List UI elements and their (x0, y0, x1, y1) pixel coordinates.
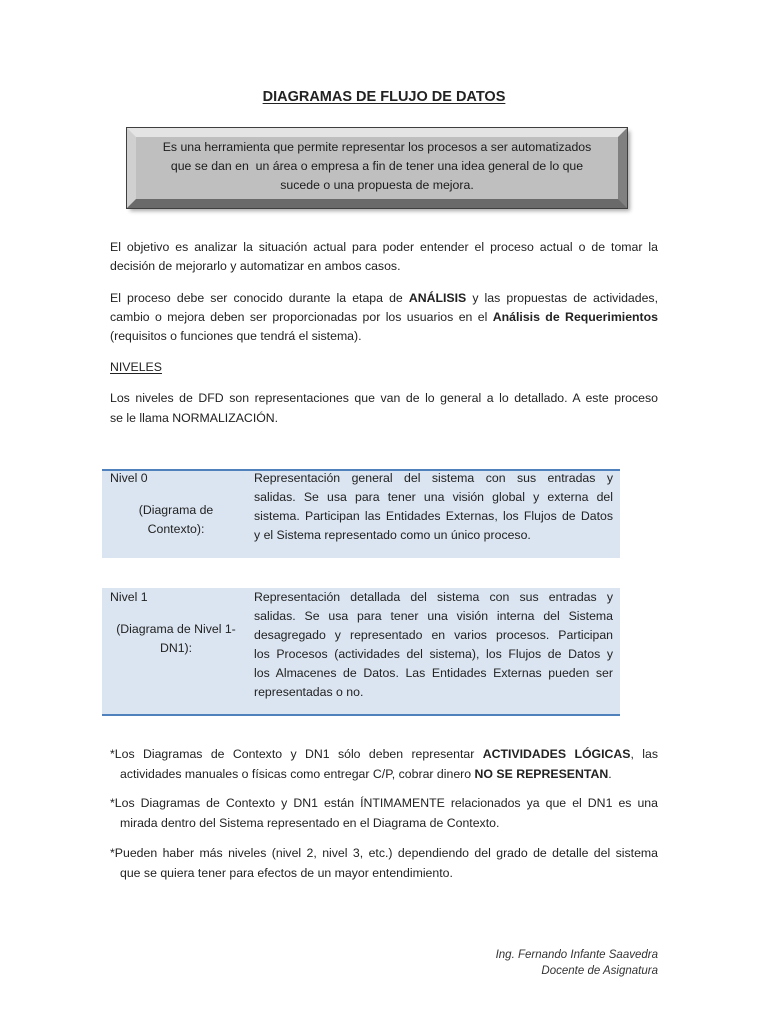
bold-term-logical-activities: ACTIVIDADES LÓGICAS (482, 747, 631, 761)
note-line: *Los Diagramas de Contexto y DN1 están ÍNTIMAMENTE relacionados ya que el DN1 es una (110, 796, 658, 810)
signature-block (496, 947, 658, 979)
page-title (0, 87, 768, 107)
level-diagram-name-line: DN1): (159, 641, 193, 655)
definition-box (127, 128, 627, 208)
text-run: actividades manuales o físicas como entregar C/P, cobrar dinero (120, 766, 475, 781)
level-description-cell (250, 588, 620, 714)
level-description-cell (250, 469, 620, 556)
level-0-table (102, 469, 620, 558)
text-run: cambio o mejora deben ser proporcionadas por los usuarios en el (110, 310, 493, 324)
paragraph-line: se le llama NORMALIZACIÓN. (110, 411, 279, 425)
paragraph-line: El objetivo es analizar la situación actual para poder entender el proceso actual o de tomar la (110, 240, 658, 254)
bold-term-analisis: ANÁLISIS (408, 291, 467, 305)
description-line: Representación general del sistema con sus entradas y (254, 471, 613, 485)
definition-line: sucede o una propuesta de mejora. (280, 178, 474, 192)
text-run: *Los Diagramas de Contexto y DN1 sólo deben representar (110, 747, 483, 761)
note-more-levels (110, 844, 658, 883)
objective-paragraph (110, 238, 658, 276)
bold-term-requirements-analysis: Análisis de Requerimientos (492, 310, 658, 324)
level-cell (102, 469, 250, 556)
page-title-text: DIAGRAMAS DE FLUJO DE DATOS (262, 89, 506, 105)
levels-heading: NIVELES (110, 360, 162, 374)
level-diagram-name-line: (Diagrama de (138, 503, 214, 517)
level-diagram-name (102, 501, 250, 539)
description-line: salidas. Se usa para tener una visión global y externa del (254, 490, 613, 504)
level-diagram-name-line: Contexto): (147, 522, 205, 536)
level-cell (102, 588, 250, 714)
text-run: , las (630, 747, 658, 761)
note-logical-activities (110, 745, 658, 784)
signature-role: Docente de Asignatura (541, 965, 658, 977)
description-line: representadas o no. (254, 685, 364, 699)
description-line: los Procesos (actividades del sistema), los Flujos de Datos y (254, 647, 613, 661)
level-label: Nivel 0 (110, 471, 148, 485)
levels-paragraph (110, 388, 658, 428)
description-line: desagregado y representado en varios procesos. Participan (254, 628, 613, 642)
paragraph-line: decisión de mejorarlo y automatizar en ambos casos. (110, 259, 401, 273)
description-line: sistema. Participan las Entidades Externas, los Flujos de Datos (254, 509, 613, 523)
definition-line: que se dan en un área o empresa a fin de tener una idea general de lo que (170, 159, 584, 173)
level-label: Nivel 1 (110, 590, 148, 604)
note-line (110, 745, 658, 765)
description-line: Representación detallada del sistema con sus entradas y (254, 590, 613, 604)
description-line: y el Sistema representado como un único proceso. (254, 528, 531, 542)
text-run: . (608, 766, 612, 781)
note-line (110, 765, 658, 785)
level-diagram-name (102, 620, 250, 658)
process-paragraph (110, 289, 658, 346)
level-diagram-name-line: (Diagrama de Nivel 1- (116, 622, 236, 636)
paragraph-line: (requisitos o funciones que tendrá el sistema). (110, 329, 362, 343)
signature-name: Ing. Fernando Infante Saavedra (495, 949, 658, 961)
paragraph-line (110, 289, 658, 308)
note-line: *Pueden haber más niveles (nivel 2, nivel 3, etc.) dependiendo del grado de detalle del sistema (110, 846, 658, 860)
note-line: mirada dentro del Sistema representado en el Diagrama de Contexto. (120, 815, 500, 830)
description-line: salidas. Se usa para tener una visión interna del Sistema (254, 609, 613, 623)
paragraph-line: Los niveles de DFD son representaciones que van de lo general a lo detallado. A este proceso (110, 391, 658, 405)
description-line: los Almacenes de Datos. Las Entidades Externas pueden ser (254, 666, 613, 680)
paragraph-line (110, 308, 658, 327)
note-line: que se quiera tener para efectos de un mayor entendimiento. (120, 865, 453, 880)
text-run: El proceso debe ser conocido durante la etapa de (110, 291, 409, 305)
text-run: y las propuestas de actividades, (466, 291, 658, 305)
level-1-table (102, 588, 620, 716)
bold-term-not-represented: NO SE REPRESENTAN (474, 766, 609, 781)
definition-line: Es una herramienta que permite representar los procesos a ser automatizados (162, 140, 592, 154)
note-context-dn1-relation (110, 794, 658, 833)
